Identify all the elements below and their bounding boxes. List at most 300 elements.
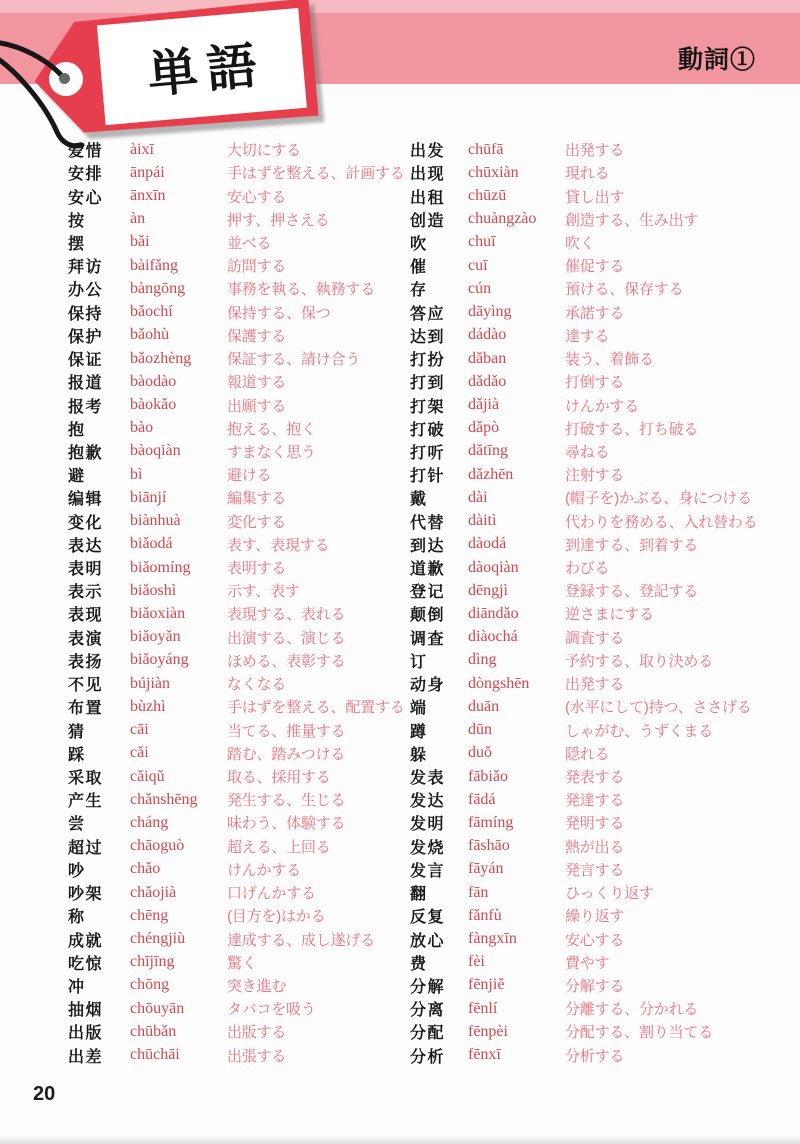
japanese-meaning: 催促する [565,258,625,276]
japanese-meaning: 費やす [565,954,610,972]
chinese-word: 打听 [410,444,446,462]
vocab-row [410,858,780,881]
japanese-meaning: 預ける、保存する [565,281,684,299]
chinese-word: 打扮 [410,352,446,370]
japanese-meaning: 口げんかする [227,885,316,903]
chinese-word: 出现 [410,166,446,184]
japanese-meaning: 発言する [565,861,625,879]
chinese-word: 猜 [68,723,86,741]
japanese-meaning: しゃがむ、うずくまる [565,722,714,740]
pinyin-text: chuàngzào [468,210,537,228]
japanese-meaning: なくなる [227,676,287,694]
chinese-word: 戴 [410,491,428,509]
pinyin-text: bàodào [130,372,177,390]
japanese-meaning: 安心する [565,931,625,949]
chinese-word: 端 [410,700,428,718]
vocab-row [410,138,780,161]
chinese-word: 保持 [68,305,104,323]
pinyin-text: duǒ [468,744,492,762]
japanese-meaning: 突き進む [227,977,287,995]
vocab-row [68,997,403,1020]
pinyin-text: dài [468,488,488,506]
pinyin-text: àn [130,210,146,228]
pinyin-text: fān [468,883,489,901]
chinese-word: 表现 [68,607,104,625]
chinese-word: 采取 [68,770,104,788]
vocab-row [410,695,780,718]
chinese-word: 登记 [410,584,446,602]
japanese-meaning: 保持する、保つ [227,304,331,322]
japanese-meaning: 熱が出る [565,838,625,856]
chinese-word: 保证 [68,352,104,370]
pinyin-text: bùzhì [130,697,166,715]
pinyin-text: chōuyān [130,999,185,1017]
pinyin-text: dǎpò [468,419,500,437]
pinyin-text: dūn [468,721,492,739]
chinese-word: 办公 [68,282,104,300]
vocab-row [410,417,780,440]
pinyin-text: fāyán [468,860,504,878]
chinese-word: 催 [410,259,428,277]
chinese-word: 报道 [68,375,104,393]
vocab-row [410,254,780,277]
vocab-row [68,765,403,788]
vocab-row [68,347,403,370]
vocab-row [410,324,780,347]
vocab-row [68,927,403,950]
pinyin-text: chǎo [130,860,161,878]
vocab-row [410,927,780,950]
chinese-word: 表示 [68,584,104,602]
vocab-row [410,649,780,672]
chinese-word: 称 [68,909,86,927]
japanese-meaning: 示す、表す [227,583,300,601]
chinese-word: 存 [410,282,428,300]
vocab-row [68,579,403,602]
pinyin-text: cháng [130,813,169,831]
vocab-row [68,231,403,254]
vocab-row [68,370,403,393]
japanese-meaning: 大切にする [227,142,302,160]
chinese-word: 打破 [410,421,446,439]
japanese-meaning: 出発する [565,142,625,160]
vocab-row [68,835,403,858]
japanese-meaning: 注射する [565,467,625,485]
pinyin-text: dǎdǎo [468,372,507,390]
chinese-word: 发言 [410,862,446,880]
pinyin-text: biānjí [130,488,167,506]
japanese-meaning: 分離する、分かれる [565,1001,699,1019]
pinyin-text: fǎnfù [468,906,502,924]
pinyin-text: biǎoshì [130,581,177,599]
chinese-word: 订 [410,653,428,671]
japanese-meaning: 発達する [565,792,625,810]
chinese-word: 发烧 [410,839,446,857]
vocab-row [410,718,780,741]
chinese-word: 到达 [410,537,446,555]
japanese-meaning: 訪問する [227,258,287,276]
japanese-meaning: 分解する [565,977,625,995]
vocab-row [410,184,780,207]
vocab-row [410,463,780,486]
japanese-meaning: 表す、表現する [227,536,330,554]
vocab-row [68,672,403,695]
vocab-row [68,556,403,579]
pinyin-text: fēnxī [468,1046,501,1064]
pinyin-text: dǎtīng [468,442,508,460]
vocab-row [410,602,780,625]
vocab-row [410,742,780,765]
japanese-meaning: 押す、押さえる [227,211,330,229]
japanese-meaning: 出張する [227,1047,287,1065]
pinyin-text: bàngōng [130,279,186,297]
pinyin-text: biànhuà [130,512,181,530]
vocab-row [68,626,403,649]
chinese-word: 费 [410,955,428,973]
vocab-row [410,533,780,556]
vocab-row [410,1020,780,1043]
vocab-row [68,533,403,556]
japanese-meaning: 出演する、演じる [227,629,346,647]
japanese-meaning: 貸し出す [565,188,625,206]
japanese-meaning: 代わりを務める、入れ替わる [565,513,758,531]
japanese-meaning: 手はずを整える、計画する [227,165,405,183]
chinese-word: 动身 [410,677,446,695]
vocab-row [410,393,780,416]
japanese-meaning: 出版する [227,1024,287,1042]
vocab-row [410,835,780,858]
vocab-row [410,510,780,533]
vocab-row [410,440,780,463]
pinyin-text: biǎodá [130,535,173,553]
japanese-meaning: 打倒する [565,374,625,392]
vocab-column-left [68,138,403,1067]
chinese-word: 出差 [68,1048,104,1066]
pinyin-text: bì [130,465,143,483]
chinese-word: 爱惜 [68,143,104,161]
pinyin-text: fēnpèi [468,1022,508,1040]
japanese-meaning: けんかする [565,397,640,415]
chinese-word: 冲 [68,978,86,996]
vocab-row [410,370,780,393]
vocab-row [68,951,403,974]
vocab-row [68,904,403,927]
chinese-word: 创造 [410,212,446,230]
chinese-word: 保护 [68,328,104,346]
japanese-meaning: 踏む、踏みつける [227,745,346,763]
chinese-word: 成就 [68,932,104,950]
japanese-meaning: 驚く [227,954,257,972]
page-bottom-edge [0,1136,800,1144]
vocab-row [68,138,403,161]
pinyin-text: dāyìng [468,303,512,321]
pinyin-text: chéngjiù [130,930,186,948]
section-label: 動詞① [677,46,756,74]
chinese-word: 抱 [68,421,86,439]
vocab-row [68,742,403,765]
vocab-row [410,904,780,927]
pinyin-text: diāndǎo [468,604,519,622]
japanese-meaning: 承諾する [565,304,625,322]
vocab-row [68,254,403,277]
vocab-row [68,324,403,347]
japanese-meaning: 取る、採用する [227,769,331,787]
pinyin-text: biǎoyǎn [130,628,181,646]
japanese-meaning: 並べる [227,234,272,252]
vocab-row [410,1044,780,1067]
pinyin-text: chēng [130,906,169,924]
chinese-word: 发表 [410,770,446,788]
japanese-meaning: けんかする [227,861,302,879]
japanese-meaning: 調査する [565,629,625,647]
vocab-row [68,463,403,486]
chinese-word: 躲 [410,746,428,764]
pinyin-text: chūzū [468,187,507,205]
pinyin-text: chūchāi [130,1046,180,1064]
japanese-meaning: 保証する、請け合う [227,351,361,369]
japanese-meaning: (目方を)はかる [227,908,326,926]
pinyin-text: fēnlí [468,999,498,1017]
japanese-meaning: 避ける [227,467,272,485]
pinyin-text: chūfā [468,140,504,158]
chinese-word: 颠倒 [410,607,446,625]
japanese-meaning: 変化する [227,513,287,531]
pinyin-text: fàngxīn [468,930,517,948]
japanese-meaning: 隠れる [565,745,610,763]
vocab-row [410,161,780,184]
vocab-row [68,695,403,718]
pinyin-text: diàochá [468,628,518,646]
chinese-word: 超过 [68,839,104,857]
vocab-column-right [410,138,780,1067]
vocab-row [410,301,780,324]
pinyin-text: chǎnshēng [130,790,198,808]
pinyin-text: bàifǎng [130,256,178,274]
vocab-row [410,997,780,1020]
chinese-word: 答应 [410,305,446,323]
pinyin-text: bàokǎo [130,396,177,414]
japanese-meaning: 当てる、推量する [227,722,346,740]
chinese-word: 安排 [68,166,104,184]
pinyin-text: àixī [130,140,154,158]
chinese-word: 打针 [410,468,446,486]
japanese-meaning: わびる [565,560,610,578]
pinyin-text: fābiǎo [468,767,508,785]
chinese-word: 分配 [410,1025,446,1043]
chinese-word: 放心 [410,932,446,950]
japanese-meaning: 手はずを整える、配置する [227,699,405,717]
chinese-word: 安心 [68,189,104,207]
vocab-row [68,161,403,184]
chinese-word: 表明 [68,561,104,579]
pinyin-text: dàitì [468,512,497,530]
chinese-word: 表演 [68,630,104,648]
japanese-meaning: 安心する [227,188,287,206]
pinyin-text: cǎi [130,744,149,762]
vocab-row [68,718,403,741]
vocab-row [410,881,780,904]
page-number: 20 [33,1083,56,1105]
vocab-row [410,208,780,231]
vocab-row [410,231,780,254]
japanese-meaning: 編集する [227,490,287,508]
pinyin-text: cǎiqǔ [130,767,165,785]
chinese-word: 表达 [68,537,104,555]
japanese-meaning: 逆さまにする [565,606,654,624]
vocab-row [68,974,403,997]
japanese-meaning: 味わう、体験する [227,815,346,833]
vocab-row [410,347,780,370]
vocab-row [68,881,403,904]
chinese-word: 分离 [410,1002,446,1020]
chinese-word: 分解 [410,978,446,996]
pinyin-text: fèi [468,953,485,971]
pinyin-text: bǎi [130,233,150,251]
chinese-word: 发明 [410,816,446,834]
chinese-word: 出版 [68,1025,104,1043]
tag-grommet-hole-icon [59,73,70,84]
pinyin-text: dìng [468,651,497,669]
chinese-word: 摆 [68,235,86,253]
vocab-row [68,184,403,207]
vocab-row [68,788,403,811]
chinese-word: 踩 [68,746,86,764]
vocab-row [68,1044,403,1067]
vocab-row [410,626,780,649]
chinese-word: 编辑 [68,491,104,509]
chinese-word: 调查 [410,630,446,648]
pinyin-text: bǎohù [130,326,170,344]
tag-label-text: 単語 [145,37,268,104]
japanese-meaning: 報道する [227,374,287,392]
chinese-word: 产生 [68,793,104,811]
chinese-word: 表扬 [68,653,104,671]
japanese-meaning: 抱える、抱く [227,420,316,438]
pinyin-text: chōng [130,976,170,994]
japanese-meaning: (帽子を)かぶる、身につける [565,490,752,508]
pinyin-text: chūbǎn [130,1022,177,1040]
pinyin-text: cāi [130,721,149,739]
pinyin-text: dǎban [468,349,507,367]
vocab-row [68,486,403,509]
pinyin-text: dádào [468,326,507,344]
pinyin-text: chǎojià [130,883,177,901]
japanese-meaning: 登録する、登記する [565,583,699,601]
japanese-meaning: 尋ねる [565,443,610,461]
vocab-row [410,765,780,788]
chinese-word: 变化 [68,514,104,532]
japanese-meaning: 表現する、表れる [227,606,346,624]
chinese-word: 不见 [68,677,104,695]
pinyin-text: bǎozhèng [130,349,192,367]
chinese-word: 达到 [410,328,446,346]
pinyin-text: chāoguò [130,837,185,855]
japanese-meaning: 繰り返す [565,908,625,926]
pinyin-text: dòngshēn [468,674,530,692]
japanese-meaning: 発明する [565,815,625,833]
chinese-word: 打架 [410,398,446,416]
japanese-meaning: ほめる、表彰する [227,652,346,670]
japanese-meaning: 発生する、生じる [227,792,346,810]
chinese-word: 道歉 [410,561,446,579]
vocab-row [68,440,403,463]
pinyin-text: fāshāo [468,837,510,855]
vocab-row [68,1020,403,1043]
pinyin-text: fāmíng [468,813,514,831]
vocab-row [68,510,403,533]
chinese-word: 报考 [68,398,104,416]
japanese-meaning: 装う、着飾る [565,351,654,369]
chinese-word: 吹 [410,235,428,253]
japanese-meaning: 超える、上回る [227,838,331,856]
pinyin-text: ānxīn [130,187,166,205]
pinyin-text: dēngjì [468,581,508,599]
japanese-meaning: 達する [565,327,610,345]
japanese-meaning: 達成する、成し遂げる [227,931,376,949]
pinyin-text: bào [130,419,154,437]
chinese-word: 避 [68,468,86,486]
vocab-row [68,277,403,300]
chinese-word: 拜访 [68,259,104,277]
vocab-row [68,811,403,834]
vocab-row [410,579,780,602]
vocab-row [410,974,780,997]
chinese-word: 尝 [68,816,86,834]
chinese-word: 抱歉 [68,444,104,462]
vocab-row [410,951,780,974]
japanese-meaning: 保護する [227,327,287,345]
japanese-meaning: 分析する [565,1047,625,1065]
chinese-word: 吵架 [68,886,104,904]
vocab-row [68,858,403,881]
pinyin-text: dǎjià [468,396,500,414]
japanese-meaning: 現れる [565,165,610,183]
vocab-row [68,649,403,672]
pinyin-text: biǎoxiàn [130,604,186,622]
vocab-row [410,556,780,579]
vocab-row [68,602,403,625]
japanese-meaning: 吹く [565,234,595,252]
pinyin-text: bújiàn [130,674,170,692]
japanese-meaning: 創造する、生み出す [565,211,699,229]
pinyin-text: cún [468,279,492,297]
vocab-row [68,208,403,231]
pinyin-text: ānpái [130,163,165,181]
japanese-meaning: タバコを吸う [227,1001,316,1019]
pinyin-text: biǎoyáng [130,651,189,669]
pinyin-text: chuī [468,233,496,251]
chinese-word: 分析 [410,1048,446,1066]
chinese-word: 按 [68,212,86,230]
japanese-meaning: 事務を執る、執務する [227,281,376,299]
pinyin-text: dàoqiàn [468,558,519,576]
japanese-meaning: 予約する、取り決める [565,652,714,670]
vocab-row [410,486,780,509]
vocab-row [68,393,403,416]
pinyin-text: chūxiàn [468,163,519,181]
japanese-meaning: (水平にして)持つ、ささげる [565,699,752,717]
japanese-meaning: 出発する [565,676,625,694]
pinyin-text: fādá [468,790,496,808]
vocab-row [68,301,403,324]
tag-string-icon [0,0,130,130]
pinyin-text: fēnjiě [468,976,505,994]
chinese-word: 出发 [410,143,446,161]
chinese-word: 布置 [68,700,104,718]
pinyin-text: duān [468,697,500,715]
japanese-meaning: 出願する [227,397,287,415]
chinese-word: 反复 [410,909,446,927]
